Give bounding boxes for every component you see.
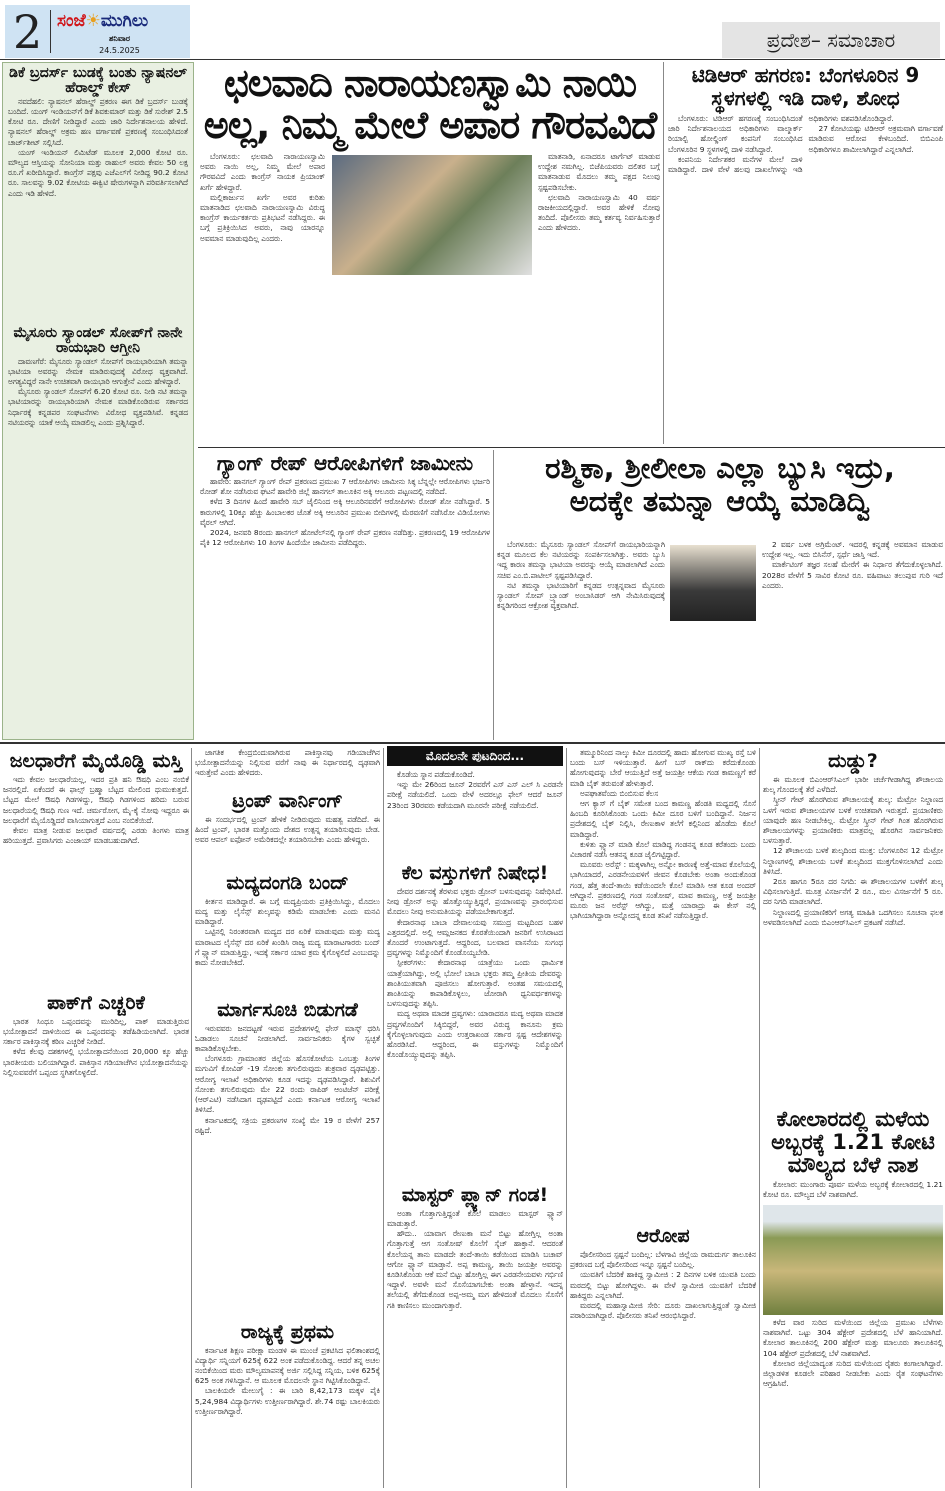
paragraph: ಮದ್ಯ ಅಥವಾ ಮಾದಕ ದ್ರವ್ಯಗಳು: ಯಾರಾದರೂ ಮದ್ಯ ಅಥವಾ ಮಾದಕ ದ್ರವ್ಯಗಳೊಂದಿಗೆ ಸಿಕ್ಕಿಬಿದ್ದರೆ, ಅವರ ವಿರುದ್ಧ ಕಾನೂನು ಕ್ರಮ ಕೈಗೊಳ್ಳಲಾಗುವುದು ಎಂದು ಉತ್ತರಾಖಂಡ ಸರ್ಕಾರ ಸ್ಪಷ್ಟ ಆದೇಶಗಳನ್ನು ಹೊರಡಿಸಿದೆ. ಆದ್ದರಿಂದ, ಈ ವಸ್ತುಗಳನ್ನು ನಿಮ್ಮೊಂದಿಗೆ ಕೊಂಡೊಯ್ಯುವುದನ್ನು ತಪ್ಪಿಸಿ. [387,1009,563,1060]
paragraph: ಈ ಮೂಲಕ ಬಿಎಂಆರ್‌ಸಿಎಲ್ ಭಾರೀ ಚರ್ಚೆಗೀಡಾಗಿದ್ದ ಶೌಚಾಲಯ ಶುಲ್ಕ ಗೊಂದಲಕ್ಕೆ ತೆರೆ ಎಳೆದಿದೆ. [763,774,943,795]
bottom-column-5 [763,748,943,1488]
lead-body-left [200,152,325,442]
paragraph: ಕೇವಲ ಮಾತ್ರ ನೀಡುವ ಜಲಧಾರೆ ವರ್ಷದಲ್ಲಿ ಎರಡು ತಿಂಗಳು ಮಾತ್ರ ಹರಿಯುತ್ತದೆ. ಪ್ರವಾಸಿಗರು ಎಂಜಾಯ್ ಮಾಡಬಹುದಾಗಿದೆ. [3,825,189,846]
lead-headline-line1: ಛಲವಾದಿ ನಾರಾಯಣಸ್ವಾಮಿ ನಾಯಿ [223,61,637,105]
paragraph: ಕರ್ನಾಟಕ ಶಿಕ್ಷಣ ಪರೀಕ್ಷಾ ಮಂಡಳಿ ಈ ಮುಂಚೆ ಪ್ರಕಟಿಸಿದ ಫಲಿತಾಂಶದಲ್ಲಿ ವಿದ್ಯಾರ್ಥಿ ಸನ್ನಿಯಗೆ 625ಕ್ಕೆ 622 ಅಂಕ ಪಡೆದುಕೊಂಡಿದ್ದ. ಆದರೆ ತನ್ನ ಅಚಲ ನಂಬಿಕೆಯಿಂದ ಮರು ಮೌಲ್ಯಮಾಪನಕ್ಕೆ ಅರ್ಜಿ ಸಲ್ಲಿಸಿದ್ದ ಸನ್ನಿಯ, ಬಳಿಕ 625ಕ್ಕೆ 625 ಅಂಕ ಗಳಿಸಿದ್ದಾನೆ. ಆ ಮೂಲಕ ಮೊದಲನೇ ಸ್ಥಾನ ಗಿಟ್ಟಿಸಿಕೊಂಡಿದ್ದಾನೆ. [195,1345,380,1386]
issue-day: ಶನಿವಾರ [108,34,131,43]
article-body [8,357,188,717]
paragraph: ಇನ್ನು ಮೇ 26ರಿಂದ ಜೂನ್ 2ರವರೆಗೆ ಎಸ್ ಎಸ್ ಎಲ್ ಸಿ ಎರಡನೇ ಪರೀಕ್ಷೆ ನಡೆಯಲಿದೆ. ಒಂದು ವೇಳೆ ಅದರಲ್ಲೂ ಫೇಲ್ ಆದರೆ ಜೂನ್ 23ರಿಂದ 30ರವರು ಕಡೆಯದಾಗಿ ಮೂರನೇ ಪರೀಕ್ಷೆ ನಡೆಯಲಿದೆ. [387,780,563,810]
paragraph: ಮೂವರು ಅರೆಸ್ಟ್ : ಮಕ್ಕಳಾಗಿಲ್ಲ ಅನ್ನೋ ಕಾರಣಕ್ಕೆ ಅತ್ತೆ-ಮಾವ ಕೊಲೆಯಲ್ಲಿ ಭಾಗಿಯಾದರೆ, ಎರಡನೇಯವಳಿಗೆ ಜೀವನ ಕೊಡಬೇಕು ಅಂತಾ ಅಂದುಕೊಂಡ ಗಂಡ, ಹೆತ್ತ ತಂದೆ-ತಾಯಿ ಕಡೆಯಿಂದಲೇ ಕೊಲೆ ಮಾಡಿಸಿ ಆತ ಕೂಡ ಅಂದರ್ ಆಗಿದ್ದಾನೆ. ಪ್ರಕರಣದಲ್ಲಿ ಗಂಡ ಸಂತೋಷ್, ಮಾವ ಕಾಮಣ್ಣ, ಅತ್ತೆ ಜಯಶ್ರೀ ಮೂರು ಜನ ಅರೆಸ್ಟ್ ಆಗಿದ್ದು, ಮತ್ತೆ ಯಾರಾದ್ರು ಈ ಕೇಸ್ ನಲ್ಲಿ ಭಾಗಿಯಾಗಿದ್ದಾರಾ ಅನ್ನೋದನ್ನ ಕೂಡ ತನಿಖೆ ನಡೆಸುತ್ತಿದ್ದಾರೆ. [570,860,756,921]
headline-master-plan: ಮಾಸ್ಟರ್ ಪ್ಲ್ಯಾನ್ ಗಂಡ! [401,1183,549,1206]
paragraph: ನಟಿ ತಮನ್ನಾ ಭಾಟಿಯಾರಿಗೆ ಕನ್ನಡದ ಉತ್ಪನ್ನವಾದ ಮೈಸೂರು ಸ್ಯಾಂಡಲ್ ಸೋಪ್ ಬ್ರ್ಯಾಂಡ್ ಅಂಬಾಸಿಡರ್ ಆಗಿ ನೇಮಿಸಿರುವುದಕ್ಕೆ ಕನ್ನಡಿಗರಿಂದ ಆಕ್ರೋಶ ವ್ಯಕ್ತವಾಗಿದೆ. [497,580,665,611]
paragraph: ಇದು ಕೇವಲ ಜಲಧಾರೆಯಲ್ಲ, ಇದರ ಪ್ರತಿ ಹನಿ ಔಷಧಿ ಎಂಬ ನಂಬಿಕೆ ಜನರಲ್ಲಿದೆ. ಏಕೆಂದರೆ ಈ ಫಾಲ್ಸ್ ಬ್ರಹ್ಮಾ ಬೆಟ್ಟದ ಮೇಲಿಂದ ಧುಮುಕುತ್ತದೆ. ಬೆಟ್ಟದ ಮೇಲೆ ಔಷಧಿ ಗಿಡಗಳಿದ್ದು, ಔಷಧಿ ಗಿಡಗಳಿಂದ ಹರಿದು ಬರುವ ಜಲಧಾರೆಯಲ್ಲಿ ಔಷಧಿ ಗುಣ ಇದೆ. ಚರ್ಮರೋಗ, ಮೈ-ಕೈ ನೋವು ಇದ್ದರೂ ಈ ಜಲಧಾರೆಗೆ ಮೈಯೊಡ್ಡಿದರೆ ವಾಸಿಯಾಗುತ್ತದೆ ಎಂಬ ನಂಬಿಕೆಯಿದೆ. [3,774,189,825]
paragraph: ಬೆಂಗಳೂರು: ಛಲವಾದಿ ನಾರಾಯಣಸ್ವಾಮಿ ಅವರು ನಾಯಿ ಅಲ್ಲ, ನಿಮ್ಮ ಮೇಲೆ ಅಪಾರ ಗೌರವವಿದೆ ಎಂದು ಕಾಂಗ್ರೆಸ್ ನಾಯಕ ಪ್ರಿಯಾಂಕ್ ಖರ್ಗೆ ಹೇಳಿದ್ದಾರೆ. [200,152,325,192]
paragraph: ನವದೆಹಲಿ: ನ್ಯಾಷನಲ್ ಹೆರಾಲ್ಡ್ ಪ್ರಕರಣ ಈಗ ಡಿಕೆ ಬ್ರದರ್ಸ್ ಬುಡಕ್ಕೆ ಬಂದಿದೆ. ಯಂಗ್ ಇಂಡಿಯನ್‌ಗೆ ಡಿಕೆ ಶಿವಕುಮಾರ್ ಮತ್ತು ಡಿಕೆ ಸುರೇಶ್ 2.5 ಕೋಟಿ ರೂ. ದೇಣಿಗೆ ನೀಡಿದ್ದಾರೆ ಎಂದು ಜಾರಿ ನಿರ್ದೇಶನಾಲಯ ಹೇಳಿದೆ. ನ್ಯಾಷನಲ್ ಹೆರಾಲ್ಡ್ ಅಕ್ರಮ ಹಣ ವರ್ಗಾವಣೆ ಪ್ರಕರಣಕ್ಕೆ ಸಂಬಂಧಿಸಿದಂತೆ ಚಾರ್ಜ್‌ಶೀಟ್ ಸಲ್ಲಿಸಿದೆ. [8,96,188,147]
paragraph: ಆಗ ಕ್ಯಾಸ್ ಗೆ ಬೈಕ್ ಸಮೇತ ಬಂದ ಕಾಮಣ್ಣ ಹೆಂಡತಿ ಮಧ್ಯದಲ್ಲಿ ಸೊಸೆ ಹಿಂಬದಿ ಕೂರಿಸಿಕೊಂಡು ಒಂದು ಕಿಮೀ ದೂರ ಬಳಿಗೆ ಬಂದಿದ್ದಾನೆ. ನಿರ್ಜನ ಪ್ರದೇಶದಲ್ಲಿ ಬೈಕ್ ನಿಲ್ಲಿಸಿ, ರೇಣುಕಾಳ ತಲೆಗೆ ಕಲ್ಲಿನಿಂದ ಹೊಡೆದು ಕೊಲೆ ಮಾಡಿದ್ದಾರೆ. [570,799,756,839]
headline-liquor-bandh: ಮದ್ಯದಂಗಡಿ ಬಂದ್ [226,871,349,894]
headline-waterfall: ಜಲಧಾರೆಗೆ ಮೈಯೊಡ್ಡಿ ಮಸ್ತಿ [9,750,183,772]
section-rule [0,742,945,744]
headline-pak-warning: ಪಾಕ್‌ಗೆ ಎಚ್ಚರಿಕೆ [47,991,145,1014]
article-body [3,775,189,990]
paragraph: ಭಾರತ ಸಿಂಧೂ ಒಪ್ಪಂದವನ್ನು ಮುರಿದಿಲ್ಲ, ಪಾಕ್ ಮಾಡುತ್ತಿರುವ ಭಯೋತ್ಪಾದನೆ ದಾಳಿಯಿಂದ ಈ ಒಪ್ಪಂದವನ್ನು ತಡೆಹಿಡಿಯಲಾಗಿದೆ. ಭಾರತ ಸರ್ಕಾರ ಪಾಕಿಸ್ತಾನಕ್ಕೆ ಕಠಿಣ ಎಚ್ಚರಿಕೆ ನೀಡಿದೆ. [3,1016,189,1047]
article-body [8,97,188,322]
paragraph: ಕಳೆದ 3 ದಿನಗಳ ಹಿಂದೆ ಹಾವೇರಿ ಸಬ್ ಜೈಲಿನಿಂದ ಅಕ್ಕಿ ಆಲೂರಿನವರೆಗೆ ಆರೋಪಿಗಳು ರೋಡ್ ಶೋ ನಡೆಸಿದ್ದಾರೆ. 5 ಕಾರುಗಳಲ್ಲಿ 10ಕ್ಕೂ ಹೆಚ್ಚು ಹಿಂಬಾಲಕರ ಜೊತೆ ಅಕ್ಕಿ ಆಲೂರಿನ ಪ್ರಮುಖ ಬೀದಿಗಳಲ್ಲಿ ಮೆರವಣಿಗೆ ನಡೆಸಿರೋ ವಿಡಿಯೋಗಳು ವೈರಲ್ ಆಗಿದೆ. [200,497,490,527]
paragraph: ನಿಲ್ದಾಣದಲ್ಲಿ ಪ್ರಯಾಣಿಕರಿಗೆ ಅಗತ್ಯ ಮಾಹಿತಿ ಒದಗಿಸಲು ಸೂಚನಾ ಫಲಕ ಅಳವಡಿಸಲಾಗಿದೆ ಎಂದು ಬಿಎಂಆರ್‌ಸಿಎಲ್ ಪ್ರಕಟಣೆ ನಡೆಸಿದೆ. [763,907,943,927]
paragraph: ಕರ್ನಾಟಕದಲ್ಲಿ ಸಕ್ರಿಯ ಪ್ರಕರಣಗಳ ಸಂಖ್ಯೆ ಮೇ 19 ರ ವೇಳೆಗೆ 257 ರಷ್ಟಿದೆ. [195,1115,380,1135]
article-body [195,897,380,997]
divider [566,748,567,1488]
paragraph: ಮಾರ್ಕೆಟಿಂಗ್ ತಜ್ಞರ ಸಲಹೆ ಮೇರೆಗೆ ಈ ನಿರ್ಧಾರ ತೆಗೆದುಕೊಳ್ಳಲಾಗಿದೆ. 2028ರ ವೇಳೆಗೆ 5 ಸಾವಿರ ಕೋಟಿ ರೂ. ವಹಿವಾಟು ತಲುಪುವ ಗುರಿ ಇದೆ ಎಂದರು. [762,560,943,590]
paragraph: ಕೋಲಾರ ಜಿಲ್ಲೆಯಾದ್ಯಂತ ಸುರಿದ ಮಳೆಯಿಂದ ರೈತರು ಕಂಗಾಲಾಗಿದ್ದಾರೆ. ಜಿಲ್ಲಾಡಳಿತ ಕೂಡಲೇ ಪರಿಹಾರ ನೀಡಬೇಕು ಎಂದು ರೈತ ಸಂಘಟನೆಗಳು ಆಗ್ರಹಿಸಿವೆ. [763,1358,943,1389]
paragraph: ಮಾತನಾಡಿ, ಏನಾದರೂ ಟಾರ್ಗೆಟ್ ಮಾಡುವ ಉದ್ದೇಶ ನಮಗಿಲ್ಲ. ಬಿಜೆಪಿಯವರು ದಲಿತರ ಬಗ್ಗೆ ಮಾತನಾಡುವ ಮೊದಲು ತಮ್ಮ ಪಕ್ಷದ ನಿಲುವು ಸ್ಪಷ್ಟಪಡಿಸಬೇಕು. [538,152,660,192]
paragraph: ಅಂತಾ ಗೊತ್ತಾಗುತ್ತಿದ್ದಂತೆ ಕೊಲೆ ಮಾಡಲು ಮಾಸ್ಟರ್ ಪ್ಲ್ಯಾನ್ ಮಾಡುತ್ತಾರೆ. [387,1208,563,1228]
paragraph: ದೇವರ ದರ್ಶನಕ್ಕೆ ತೆರಳುವ ಭಕ್ತರು ಡ್ರೋನ್ ಬಳಸುವುದನ್ನು ನಿಷೇಧಿಸಿದೆ. ನೀವು ಡ್ರೋನ್ ಅನ್ನು ಹೊತ್ತೊಯ್ಯುತ್ತಿದ್ದರೆ, ಪ್ರಯಾಣವನ್ನು ಪ್ರಾರಂಭಿಸುವ ಮೊದಲು ನೀವು ಅನುಮತಿಯನ್ನು ಪಡೆಯಬೇಕಾಗುತ್ತದೆ. [387,886,563,917]
headline-mysore-sandal: ಮೈಸೂರು ಸ್ಯಾಂಡಲ್ ಸೋಪ್‌ಗೆ ನಾನೇ ರಾಯಭಾರಿ ಆಗ್ತೀನಿ [13,324,183,357]
tamanna-headline-line1: ರಶ್ಮಿಕಾ, ಶ್ರೀಲೀಲಾ ಎಲ್ಲಾ ಬ್ಯುಸಿ ಇದ್ರು, [545,451,895,485]
paragraph: 2 ವರ್ಷ ಬಳಕ ಅಗ್ರಿಮೆಂಟ್. ಇದರಲ್ಲಿ ಕನ್ನಡಕ್ಕೆ ಅವಮಾನ ಮಾಡುವ ಉದ್ದೇಶ ಇಲ್ಲ. ಇದು ಬಿಸಿನೆಸ್, ಸ್ಪರ್ಧೆ ಜಾಸ್ತಿ ಇದೆ. [762,540,943,560]
bottom-column-4 [570,748,756,1488]
paragraph: ಕುಳಿತು ಪ್ಲ್ಯಾನ್ ಮಾಡಿ ಕೊಲೆ ಮಾಡಿದ್ದ ಗಂಡನನ್ನ ಕೂಡ ಕರೆತಂದು ಬಂದು ವಿಚಾರಣೆ ನಡೆಸಿ ಆತನನ್ನ ಕೂಡ ಜೈಲಿಗಟ್ಟಿದ್ದಾರೆ. [570,839,756,860]
paragraph: ಬಾಲಕಿಯರೇ ಮೇಲುಗೈ : ಈ ಬಾರಿ 8,42,173 ಮಕ್ಕಳ ಪೈಕಿ 5,24,984 ವಿದ್ಯಾರ್ಥಿಗಳು ಉತ್ತೀರ್ಣರಾಗಿದ್ದಾರೆ. ಶೇ.74 ರಷ್ಟು ಬಾಲಕಿಯರು ಉತ್ತೀರ್ಣರಾಗಿದ್ದಾರೆ. [195,1386,380,1416]
headline-allegation: ಆರೋಪ [636,1225,690,1247]
bottom-column-2 [195,748,380,1488]
paragraph: ಒಟ್ಟಿನಲ್ಲಿ ನಿರಂತರವಾಗಿ ಮದ್ಯದ ದರ ಏರಿಕೆ ಮಾಡುವುದು ಮತ್ತು ಮದ್ಯ ಮಾರಾಟದ ಲೈಸೆನ್ಸ್ ದರ ಏರಿಕೆ ಖಂಡಿಸಿ ರಾಜ್ಯ ಮದ್ಯ ಮಾರಾಟಗಾರರು ಬಂದ್ ಗೆ ಪ್ಲ್ಯಾನ್ ಮಾಡುತ್ತಿದ್ದು, ಇದಕ್ಕೆ ಸರ್ಕಾರ ಯಾವ ಕ್ರಮ ಕೈಗೊಳ್ಳಲಿದೆ ಎಂಬುದನ್ನು ಕಾದು ನೋಡಬೇಕಿದೆ. [195,927,380,967]
page-number: 2 [13,5,43,59]
tamanna-headline-line2: ಅದಕ್ಕೇ ತಮನ್ನಾ ಆಯ್ಕೆ ಮಾಡಿದ್ವಿ [569,484,871,518]
tdr-headline: ಟಿಡಿಆರ್ ಹಗರಣ: ಬೆಂಗಳೂರಿನ 9 ಸ್ಥಳಗಳಲ್ಲಿ ಇಡಿ ದಾಳಿ, ಶೋಧ [691,63,920,110]
section-label: ಪ್ರದೇಶ– ಸಮಾಚಾರ [722,22,940,58]
tdr-body [668,114,943,439]
article-body [195,748,380,788]
header-rule [0,59,945,60]
paragraph: ಹಾವೇರಿ: ಹಾನಗಲ್ ಗ್ಯಾಂಗ್ ರೇಪ್ ಪ್ರಕರಣದ ಪ್ರಮುಖ 7 ಆರೋಪಿಗಳು ಜಾಮೀನು ಸಿಕ್ಕ ಬೆನ್ನಲ್ಲೇ ಆರೋಪಿಗಳು ಭರ್ಜರಿ ರೋಡ್ ಶೋ ನಡೆಸಿರುವ ಘಟನೆ ಹಾವೇರಿ ಜಿಲ್ಲೆ ಹಾನಗಲ್ ತಾಲೂಕಿನ ಅಕ್ಕಿ ಆಲೂರು ಪಟ್ಟಣದಲ್ಲಿ ನಡೆದಿದೆ. [200,477,490,497]
issue-date: 24.5.2025 [99,46,140,55]
paragraph: ಕೀರ್ತನ ಮಾಡಿದ್ದಾರೆ. ಈ ಬಗ್ಗೆ ಮದ್ಯಪ್ರಿಯರು ಪ್ರತಿಕ್ರಿಯಿಸಿದ್ದು, ಮೊದಲು ಮದ್ಯ ಮತ್ತು ಲೈಸೆನ್ಸ್ ಶುಲ್ಕವನ್ನು ಕಡಿಮೆ ಮಾಡಬೇಕು ಎಂದು ಮನವಿ ಮಾಡಿದ್ದಾರೆ. [195,896,380,927]
article-body [763,775,943,1105]
gangrape-story [200,452,490,732]
logo-text-1: ಸಂಜೆ [57,11,86,31]
paragraph: ಸ್ಪೀಕರ್‌ಗಳು: ಕೇದಾರನಾಥ ಯಾತ್ರೆಯು ಒಂದು ಧಾರ್ಮಿಕ ಯಾತ್ರೆಯಾಗಿದ್ದು, ಅಲ್ಲಿ ಭೋಲೆ ಬಾಬಾ ಭಕ್ತರು ತಮ್ಮ ಪ್ರೀತಿಯ ದೇವರನ್ನು ಶಾಂತಿಯುತವಾಗಿ ಪೂಜಿಸಲು ಹೋಗುತ್ತಾರೆ. ಅಂತಹ ಸಮಯದಲ್ಲಿ ಶಾಂತಿಯನ್ನು ಕಾಪಾಡಿಕೊಳ್ಳಲು, ಜೋರಾಗಿ ಧ್ವನಿವರ್ಧಕಗಳನ್ನು ಬಳಸುವುದನ್ನು ತಪ್ಪಿಸಿ. [387,958,563,1009]
paragraph: ಯಂಗ್ ಇಂಡಿಯನ್ ಲಿಮಿಟೆಡ್ ಮೂಲಕ 2,000 ಕೋಟಿ ರೂ. ಮೌಲ್ಯದ ಆಸ್ತಿಯನ್ನು ಸೋನಿಯಾ ಮತ್ತು ರಾಹುಲ್ ಅವರು ಕೇವಲ 50 ಲಕ್ಷ ರೂ.ಗೆ ಖರೀದಿಸಿದ್ದಾರೆ. ಕಾಂಗ್ರೆಸ್ ಪಕ್ಷವು ಎಜೆಎಲ್‌ಗೆ ನೀಡಿದ್ದ 90.2 ಕೋಟಿ ರೂ. ಸಾಲವನ್ನು 9.02 ಕೋಟಿಯ ಈಕ್ವಿಟಿ ಷೇರುಗಳನ್ನಾಗಿ ಪರಿವರ್ತಿಸಲಾಗಿದೆ ಎಂದು ಇಡಿ ಹೇಳಿದೆ. [8,147,188,198]
headline-items-banned: ಕೆಲ ವಸ್ತುಗಳಿಗೆ ನಿಷೇಧ! [401,862,549,884]
paragraph: ಕೋಲಾರ: ಮುಂಗಾರು ಪೂರ್ವ ಮಳೆಯ ಅಬ್ಬರಕ್ಕೆ ಕೋಲಾರದಲ್ಲಿ 1.21 ಕೋಟಿ ರೂ. ಮೌಲ್ಯದ ಬೆಳೆ ನಾಶವಾಗಿದೆ. [763,1179,943,1200]
article-body [570,748,756,1223]
paragraph: 12 ಶೌಚಾಲಯ ಬಳಕೆ ಶುಲ್ಕದಿಂದ ಮುಕ್ತ: ಬೆಂಗಳೂರಿನ 12 ಮೆಟ್ರೋ ನಿಲ್ದಾಣಗಳಲ್ಲಿ ಶೌಚಾಲಯ ಬಳಕೆ ಶುಲ್ಕದಿಂದ ಮುಕ್ತಗೊಳಿಸಲಾಗಿದೆ ಎಂದು ತಿಳಿಸಿದೆ. [763,846,943,876]
divider [198,447,945,448]
paragraph: ಜಾಗತಿಕ ಕೇಂದ್ರಬಿಂದುವಾಗಿರುವ ಪಾಕಿಸ್ತಾನವು ಗಡಿಯಾಚೆಗಿನ ಭಯೋತ್ಪಾದನೆಯನ್ನು ನಿಲ್ಲಿಸುವ ವರೆಗೆ ನಾವು ಈ ನಿರ್ಧಾರದಲ್ಲಿ ದೃಢವಾಗಿ ಇರುತ್ತೇವೆ ಎಂದು ಹೇಳಿದರು. [195,748,380,778]
paragraph: ಬೆಂಗಳೂರು: ಟಿಡಿಆರ್ ಹಗರಣಕ್ಕೆ ಸಂಬಂಧಿಸಿದಂತೆ ಜಾರಿ ನಿರ್ದೇಶನಾಲಯದ ಅಧಿಕಾರಿಗಳು ವಾಲ್ಮಾರ್ಕ್ ರಿಯಾಲ್ಟಿ ಹೋಲ್ಡಿಂಗ್ ಕಂಪನಿಗೆ ಸಂಬಂಧಿಸಿದ ಬೆಂಗಳೂರಿನ 9 ಸ್ಥಳಗಳಲ್ಲಿ ದಾಳಿ ನಡೆಸಿದ್ದಾರೆ. [668,114,803,154]
article-body [763,1180,943,1202]
paragraph: ಮಠದಲ್ಲಿ ಮಹಾಸ್ವಾಮೀಜಿ ಸೇರಿ: ದೂರು ದಾಖಲಾಗುತ್ತಿದ್ದಂತೆ ಸ್ವಾಮೀಜಿ ಪರಾರಿಯಾಗಿದ್ದಾರೆ. ಪೊಲೀಸರು ತನಿಖೆ ಆರಂಭಿಸಿದ್ದಾರೆ. [570,1300,756,1321]
headline-money: ದುಡ್ಡು? [828,750,878,772]
paragraph: ಕೊಡೆಯ ಸ್ನಾನ ಪಡೆದುಕೊಂಡಿದೆ. [397,770,475,779]
article-body [387,887,563,1182]
lead-headline-line2: ಅಲ್ಲ, ನಿಮ್ಮ ಮೇಲೆ ಅಪಾರ ಗೌರವವಿದೆ [203,103,657,147]
bottom-column-3 [387,746,563,1488]
paragraph: ಹೌದು.. ಯಾವಾಗ ರೇಣುಕಾ ಮನೆ ಬಿಟ್ಟು ಹೋಗ್ತಿಲ್ಲ ಅಂತಾ ಗೊತ್ತಾಗುತ್ತೆ ಆಗ ಸಂತೋಷ್ ಕೊಲೆಗೆ ಸ್ಕೆಚ್ ಹಾಕ್ತಾನೆ. ಆದರಂತೆ ಕೊಲೆಯನ್ನ ತಾನು ಮಾಡದೇ ತಂದೆ-ತಾಯಿ ಕಡೆಯಿಂದ ಮಾಡಿಸಿ ಬಚಾವ್ ಆಗೋ ಪ್ಲ್ಯಾನ್ ಮಾಡ್ತಾನೆ. ಅಪ್ಪ ಕಾಮಣ್ಣ, ತಾಯಿ ಜಯಶ್ರೀ ಅವರನ್ನು ಕೂಡಿಸಿಕೊಂಡು ಆಕೆ ಮನೆ ಬಿಟ್ಟು ಹೋಗ್ತಿಲ್ಲ ಈಗ ಎರಡನೇಯವಳು ಗರ್ಭಿಣಿ ಇದ್ದಾಳೆ. ಅವಳೇ ಮನೆ ಸೊಸೆಯಾಗಬೇಕು ಅಂತಾ ಹೇಳ್ತಾನೆ. ಇದನ್ನ ತಲೆಯಲ್ಲಿ ತೆಗೆದುಕೊಂಡ ಅಪ್ಪ-ಅಮ್ಮ ಮಗ ಹೇಳಿದಂತೆ ಮೊದಲು ಸೊಸೆಗೆ ಗತಿ ಕಾಣಿಸಲು ಮುಂದಾಗುತ್ತಾರೆ. [387,1229,563,1310]
divider [663,62,664,444]
paragraph: ಮೈಸೂರು ಸ್ಯಾಂಡಲ್ ಸೋಪ್‌ಗೆ 6.20 ಕೋಟಿ ರೂ. ನೀಡಿ ನಟಿ ತಮನ್ನಾ ಭಾಟಿಯಾರನ್ನು ರಾಯಭಾರಿಯಾಗಿ ನೇಮಕ ಮಾಡಿಕೊಂಡಿರುವ ಸರ್ಕಾರದ ನಿರ್ಧಾರಕ್ಕೆ ಕನ್ನಡಪರ ಸಂಘಟನೆಗಳು ವಿರೋಧ ವ್ಯಕ್ತಪಡಿಸಿವೆ. ಕನ್ನಡದ ನಟಿಯರನ್ನು ಯಾಕೆ ಆಯ್ಕೆ ಮಾಡಲಿಲ್ಲ ಎಂದು ಪ್ರಶ್ನಿಸಿದ್ದಾರೆ. [8,387,188,427]
newspaper-logo: ಸಂಜೆ☀ಮುಗಿಲು [57,11,149,31]
logo-text-2: ಮುಗಿಲು [100,11,149,31]
divider [50,10,51,53]
minister-photo [670,545,756,621]
paragraph: 2ರೂ ಹಾಗೂ 5ರೂ ದರ ನಿಗದಿ: ಈ ಶೌಚಾಲಯಗಳ ಬಳಕೆಗೆ ಶುಲ್ಕ ವಿಧಿಸಲಾಗುತ್ತಿದೆ. ಮೂತ್ರ ವಿಸರ್ಜನೆಗೆ 2 ರೂ., ಮಲ ವಿಸರ್ಜನೆಗೆ 5 ರೂ. ದರ ನಿಗದಿ ಮಾಡಲಾಗಿದೆ. [763,876,943,907]
tamanna-body-right [762,540,943,735]
paragraph: ಕಂಪನಿಯ ನಿರ್ದೇಶಕರ ಮನೆಗಳ ಮೇಲೆ ದಾಳಿ ಮಾಡಿದ್ದಾರೆ. ದಾಳಿ ವೇಳೆ ಹಲವು ದಾಖಲೆಗಳನ್ನು ಇಡಿ ಅಧಿಕಾರಿಗಳು ವಶಪಡಿಸಿಕೊಂಡಿದ್ದಾರೆ. [668,114,894,175]
lead-story [200,62,660,146]
gangrape-headline: ಗ್ಯಾಂಗ್ ರೇಪ್ ಆರೋಪಿಗಳಿಗೆ ಜಾಮೀನು [216,451,474,475]
paragraph: ಪೊಲೀಸರಿಂದ ಸ್ಪಷ್ಟನೆ ಬಂದಿಲ್ಲ: ಬೆಳಗಾವಿ ಜಿಲ್ಲೆಯ ರಾಮದುರ್ಗ ತಾಲೂಕಿನ ಪ್ರಕರಣದ ಬಗ್ಗೆ ಪೊಲೀಸರಿಂದ ಇನ್ನೂ ಸ್ಪಷ್ಟನೆ ಬಂದಿಲ್ಲ. [570,1249,756,1270]
headline-national-herald: ಡಿಕೆ ಬ್ರದರ್ಸ್ ಬುಡಕ್ಕೆ ಬಂತು ನ್ಯಾಷನಲ್ ಹೆರಾಲ್ಡ್ ಕೇಸ್ [9,65,187,97]
paragraph: ತಮ್ಮೂರಿನಿಂದ ನಾಲ್ಕು ಕಿಮೀ ದೂರದಲ್ಲಿ ಹಾದು ಹೋಗುವ ಮುಖ್ಯ ರಸ್ತೆ ಬಳಿ ಬಂದು ಬಸ್ ಇಳಿಯುತ್ತಾರೆ. ಹೀಗೆ ಬಸ್ ರಾಕ್‌ದು ಕರೆದುಕೊಂಡು ಹೋಗುವುದನ್ನು ಬೇರೆ ಆಯುತ್ತಿದೆ ಅತ್ತೆ ಜಯಶ್ರೀ ಆಕೆಯ ಗಂಡ ಕಾಮಣ್ಣಗೆ ಕರೆ ಮಾಡಿ ಬೈಕ್ ತರುವಂತೆ ಹೇಳುತ್ತಾರೆ. [570,748,756,788]
paragraph: ಸ್ಕ್ರೀನ್ ಗೇಟ್ ಹೊರಗಿರುವ ಶೌಚಾಲಯಕ್ಕೆ ಶುಲ್ಕ: ಮೆಟ್ರೋ ನಿಲ್ದಾಣದ ಒಳಗೆ ಇರುವ ಶೌಚಾಲಯಗಳ ಬಳಕೆ ಉಚಿತವಾಗಿ ಇರುತ್ತದೆ. ಪ್ರಯಾಣಿಕರು ಯಾವುದೇ ಹಣ ನೀಡಬೇಕಿಲ್ಲ. ಮೆಟ್ರೋ ಸ್ಕ್ರೀನ್ ಗೇಟ್ ಗಿಂತ ಹೊರಗಿರುವ ಶೌಚಾಲಯಗಳನ್ನು ಪ್ರಯಾಣಿಕರು ಮಾತ್ರವಲ್ಲ ಹೊರಗಿನ ಸಾರ್ವಜನಿಕರು ಬಳಸುತ್ತಾರೆ. [763,795,943,846]
paragraph: ಇರುವವರು ಜನದಟ್ಟಣೆ ಇರುವ ಪ್ರದೇಶಗಳಲ್ಲಿ ಫೇಸ್ ಮಾಸ್ಕ್ ಧರಿಸಿ ಓಡಾಡಲು ಸೂಚನೆ ನೀಡಲಾಗಿದೆ. ಸಾರ್ವಜನಿಕರು ಕೈಗಳ ಸ್ವಚ್ಛತೆ ಕಾಪಾಡಿಕೊಳ್ಳಬೇಕು. [195,1023,380,1054]
paragraph: ಯುವತಿಗೆ ಬೆದರಿಕೆ ಹಾಕಿದ್ದ ಸ್ವಾಮೀಜಿ : 2 ದಿನಗಳ ಬಳಿಕ ಯುವತಿ ಬಂದು ಮಠದಲ್ಲಿ ಬಿಟ್ಟು ಹೋಗಿದ್ದಳು. ಈ ವೇಳೆ ಸ್ವಾಮೀಜಿ ಯುವತಿಗೆ ಬೆದರಿಕೆ ಹಾಕಿದ್ದರು ಎನ್ನಲಾಗಿದೆ. [570,1270,756,1300]
article-body [195,1024,380,1319]
paragraph: ಛಲವಾದಿ ನಾರಾಯಣಸ್ವಾಮಿ 40 ವರ್ಷ ರಾಜಕೀಯದಲ್ಲಿದ್ದಾರೆ. ಅವರ ಹೇಳಿಕೆ ನೋವು ತಂದಿದೆ. ಪೊಲೀಸರು ತಮ್ಮ ಕರ್ತವ್ಯ ನಿರ್ವಹಿಸುತ್ತಾರೆ ಎಂದು ಹೇಳಿದರು. [538,192,660,233]
divider [759,748,760,1488]
article-body [195,1346,380,1488]
sidebar-box [2,62,194,740]
masthead [5,5,190,58]
headline-trump-warning: ಟ್ರಂಪ್ ವಾರ್ನಿಂಗ್ [232,790,343,812]
continued-from-front-page-label: ಮೊದಲನೇ ಪುಟದಿಂದ... [387,746,563,766]
tamanna-story [497,452,943,518]
divider [493,450,494,740]
headline-state-first: ರಾಜ್ಯಕ್ಕೆ ಪ್ರಥಮ [240,1320,335,1343]
paragraph: ಅಪಘಾತವೆಂದು ಬಿಂಬಿಸುವ ಕೆಲಸ [580,788,659,798]
gangrape-body [200,477,490,732]
paragraph: 27 ಕೋಟಿಯಷ್ಟು ಟಿಡಿಆರ್ ಅಕ್ರಮವಾಗಿ ವರ್ಗಾವಣೆ ಮಾಡಿರುವ ಆರೋಪ ಕೇಳಿಬಂದಿದೆ. ಬಿಬಿಎಂಪಿ ಅಧಿಕಾರಿಗಳೂ ಶಾಮೀಲಾಗಿದ್ದಾರೆ ಎನ್ನಲಾಗಿದೆ. [808,124,943,154]
article-body [763,1318,943,1488]
headline-kolar-crop-loss: ಕೋಲಾರದಲ್ಲಿ ಮಳೆಯ ಅಬ್ಬರಕ್ಕೆ 1.21 ಕೋಟಿ ಮೌಲ್ಯದ ಬೆಳೆ ನಾಶ [771,1106,935,1177]
tamanna-body-left [497,540,665,735]
paragraph: 2024, ಜನವರಿ 8ರಂದು ಹಾನಗಲ್ ಹೋಟೆಲ್‌ನಲ್ಲಿ ಗ್ಯಾಂಗ್ ರೇಪ್ ಪ್ರಕರಣ ನಡೆದಿತ್ತು. ಪ್ರಕರಣದಲ್ಲಿ 19 ಆರೋಪಿಗಳ ಪೈಕಿ 12 ಆರೋಪಿಗಳು 10 ತಿಂಗಳ ಹಿಂದೆಯೇ ಜಾಮೀನು ಪಡೆದಿದ್ದರು. [200,528,490,548]
paragraph: ಮಲ್ಲಿಕಾರ್ಜುನ ಖರ್ಗೆ ಅವರ ಕುರಿತು ಮಾತನಾಡಿದ ಛಲವಾದಿ ನಾರಾಯಣಸ್ವಾಮಿ ವಿರುದ್ಧ ಕಾಂಗ್ರೆಸ್ ಕಾರ್ಯಕರ್ತರು ಪ್ರತಿಭಟನೆ ನಡೆಸಿದ್ದರು. ಈ ಬಗ್ಗೆ ಪ್ರತಿಕ್ರಿಯಿಸಿದ ಅವರು, ನಾವು ಯಾರನ್ನೂ ಅವಮಾನ ಮಾಡುವುದಿಲ್ಲ ಎಂದರು. [200,192,325,243]
paragraph: ಬೆಂಗಳೂರು: ಮೈಸೂರು ಸ್ಯಾಂಡಲ್ ಸೋಪ್‌ಗೆ ರಾಯಭಾರಿಯನ್ನಾಗಿ ಕನ್ನಡ ಮೂಲದ ಕೆಲ ನಟಿಯರನ್ನು ಸಂಪರ್ಕಿಸಲಾಗಿತ್ತು. ಅವರು ಬ್ಯುಸಿ ಇದ್ದ ಕಾರಣ ತಮನ್ನಾ ಭಾಟಿಯಾ ಅವರನ್ನು ಆಯ್ಕೆ ಮಾಡಲಾಗಿದೆ ಎಂದು ಸಚಿವ ಎಂ.ಬಿ.ಪಾಟೀಲ್ ಸ್ಪಷ್ಟಪಡಿಸಿದ್ದಾರೆ. [497,540,665,580]
tdr-story [668,64,943,439]
article-body [195,815,380,870]
paragraph: ಕಳೆದ ವಾರ ಸುರಿದ ಮಳೆಯಿಂದ ಜಿಲ್ಲೆಯ ಪ್ರಮುಖ ಬೆಳೆಗಳು ನಾಶವಾಗಿವೆ. ಒಟ್ಟು 304 ಹೆಕ್ಟೇರ್ ಪ್ರದೇಶದಲ್ಲಿ ಬೆಳೆ ಹಾನಿಯಾಗಿದೆ. ಕೋಲಾರ ತಾಲೂಕಿನಲ್ಲಿ 200 ಹೆಕ್ಟೇರ್ ಮತ್ತು ಮಾಲೂರು ತಾಲೂಕಿನಲ್ಲಿ 104 ಹೆಕ್ಟೇರ್ ಪ್ರದೇಶದಲ್ಲಿ ಬೆಳೆ ನಾಶವಾಗಿದೆ. [763,1317,943,1358]
bottom-column-1 [3,748,189,1488]
paragraph: ಕೇದಾರನಾಥ ಬಾಬಾ ದೇವಾಲಯವು ಸಮುದ್ರ ಮಟ್ಟದಿಂದ ಬಹಳ ಎತ್ತರದಲ್ಲಿದೆ. ಅಲ್ಲಿ ಆಮ್ಲಜನಕದ ಕೊರತೆಯಿಂದಾಗಿ ಜನರಿಗೆ ಉಸಿರಾಟದ ತೊಂದರೆ ಉಂಟಾಗುತ್ತದೆ. ಆದ್ದರಿಂದ, ಬಲವಾದ ವಾಸನೆಯ ಸುಗಂಧ ದ್ರವ್ಯಗಳನ್ನು ನಿಮ್ಮೊಂದಿಗೆ ಕೊಂಡೊಯ್ಯಬೇಡಿ. [387,917,563,958]
divider [383,748,384,1488]
divider [191,748,192,1488]
article-body [387,1209,563,1469]
crop-damage-photo [763,1205,943,1315]
politicians-photo [332,155,532,275]
headline-guidelines: ಮಾರ್ಗಸೂಚಿ ಬಿಡುಗಡೆ [217,998,358,1021]
paragraph: ಈ ಸಂದರ್ಭದಲ್ಲಿ ಟ್ರಂಪ್ ಹೇಳಿಕೆ ನೀಡಿರುವುದು ಮಹತ್ವ ಪಡೆದಿದೆ. ಈ ಹಿಂದೆ ಟ್ರಂಪ್, ಭಾರತ ಮತ್ತೊಂದು ದೇಶದ ಉತ್ಪನ್ನ ತಯಾರಿಸುವುದು ಬೇಡ. ಅವರ ಆಪಲ್ ಐಫೋನ್ ಅಮೆರಿಕದಲ್ಲೇ ತಯಾರಿಸಬೇಕು ಎಂದು ಹೇಳಿದ್ದರು. [195,814,380,845]
paragraph: ಕಳೆದ ಕೆಲವು ದಶಕಗಳಲ್ಲಿ ಭಯೋತ್ಪಾದನೆಯಿಂದ 20,000 ಕ್ಕೂ ಹೆಚ್ಚು ಭಾರತೀಯರು ಬಲಿಯಾಗಿದ್ದಾರೆ. ಪಾಕಿಸ್ತಾನ ಗಡಿಯಾಚೆಗಿನ ಭಯೋತ್ಪಾದನೆಯನ್ನು ನಿಲ್ಲಿಸುವವರೆಗೆ ಒಪ್ಪಂದ ಸ್ಥಗಿತಗೊಳ್ಳಲಿದೆ. [3,1047,189,1077]
paragraph: ಬೆಂಗಳೂರು ಗ್ರಾಮಾಂತರ ಜಿಲ್ಲೆಯ ಹೊಸಕೋಟೆಯ ಒಂಬತ್ತು ತಿಂಗಳ ಮಗುವಿಗೆ ಕೋವಿಡ್ -19 ಸೋಂಕು ತಗುಲಿರುವುದು ಶುಕ್ರವಾರ ದೃಢಪಟ್ಟಿತ್ತು. ಆರೋಗ್ಯ ಇಲಾಖೆ ಅಧಿಕಾರಿಗಳು ಕೂಡ ಇದನ್ನು ದೃಢಪಡಿಸಿದ್ದಾರೆ. ಶಿಶುವಿಗೆ ಸೋಂಕು ತಗುಲಿರುವುದು ಮೇ 22 ರಂದು ರಾಪಿಡ್ ಆಂಟಿಜೆನ್ ಪರೀಕ್ಷೆ (ಆರ್‌ಎಟಿ) ನಡೆಸಿದಾಗ ದೃಢಪಟ್ಟಿದೆ ಎಂದು ಕರ್ನಾಟಕ ಆರೋಗ್ಯ ಇಲಾಖೆ ತಿಳಿಸಿದೆ. [195,1054,380,1115]
lead-body-right [538,152,660,442]
article-body [387,770,563,860]
article-body [3,1017,189,1477]
paragraph: ದಾವಣಗೆರೆ: ಮೈಸೂರು ಸ್ಯಾಂಡಲ್ ಸೋಪ್‌ಗೆ ರಾಯಭಾರಿಯಾಗಿ ತಮನ್ನಾ ಭಾಟಿಯಾ ಅವರನ್ನು ನೇಮಕ ಮಾಡಿರುವುದಕ್ಕೆ ವಿರೋಧ ವ್ಯಕ್ತವಾಗಿದೆ. ಅಗತ್ಯವಿದ್ದರೆ ನಾನೇ ಉಚಿತವಾಗಿ ರಾಯಭಾರಿ ಆಗುತ್ತೇನೆ ಎಂದು ಹೇಳಿದ್ದಾರೆ. [8,356,188,386]
article-body [570,1250,756,1488]
